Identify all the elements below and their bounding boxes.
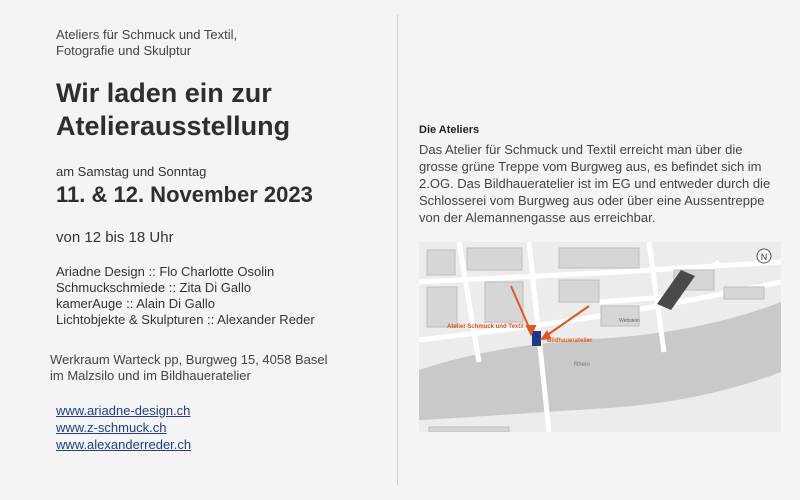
address-line: im Malzsilo und im Bildhaueratelier [50,368,251,383]
headline-line: Atelierausstellung [56,111,291,141]
event-date: 11. & 12. November 2023 [56,182,313,207]
label-river: Rhein [574,362,590,368]
address [50,352,327,384]
column-divider [397,15,398,485]
link-ariadne-design[interactable]: www.ariadne-design.ch [56,403,191,418]
label-schmuck: Atelier Schmuck und Textil [447,324,524,330]
link-z-schmuck[interactable]: www.z-schmuck.ch [56,420,167,435]
ateliers-description: Das Atelier für Schmuck und Textil erreicht man über die grosse grüne Treppe vom Burgweg aus, es befindet sich im 2.OG. Das Bildhaueratelier ist im EG und entweder durch die Schlosserei vom Burgweg aus oder über eine Aussentreppe von der Alemannengasse aus erreichbar. [419,142,771,225]
label-bildhauer: Bildhaueratelier [547,338,593,344]
map-graphic [419,242,781,432]
artist-item: Lichtobjekte & Skulpturen :: Alexander Reder [56,312,315,327]
subtitle-line: Ateliers für Schmuck und Textil, [56,27,238,42]
artist-item: Schmuckschmiede :: Zita Di Gallo [56,280,252,295]
website-links [56,402,191,453]
event-time: von 12 bis 18 Uhr [56,229,174,246]
address-line: Werkraum Warteck pp, Burgweg 15, 4058 Basel [50,352,328,367]
location-map[interactable] [419,242,781,432]
artist-list [56,264,315,328]
headline-line: Wir laden ein zur [56,78,272,108]
artist-item: kamerAuge :: Alain Di Gallo [56,296,215,311]
north-label: N [760,252,768,262]
link-alexanderreder[interactable]: www.alexanderreder.ch [56,437,192,452]
ateliers-heading: Die Ateliers [419,124,480,136]
headline [56,77,290,143]
subtitle-line: Fotografie und Skulptur [56,43,192,58]
artist-item: Ariadne Design :: Flo Charlotte Osolin [56,264,275,279]
atelier-marker [532,331,541,346]
label-street: Wettstein [619,318,640,324]
subtitle [56,27,237,59]
days-text: am Samstag und Sonntag [56,164,207,179]
